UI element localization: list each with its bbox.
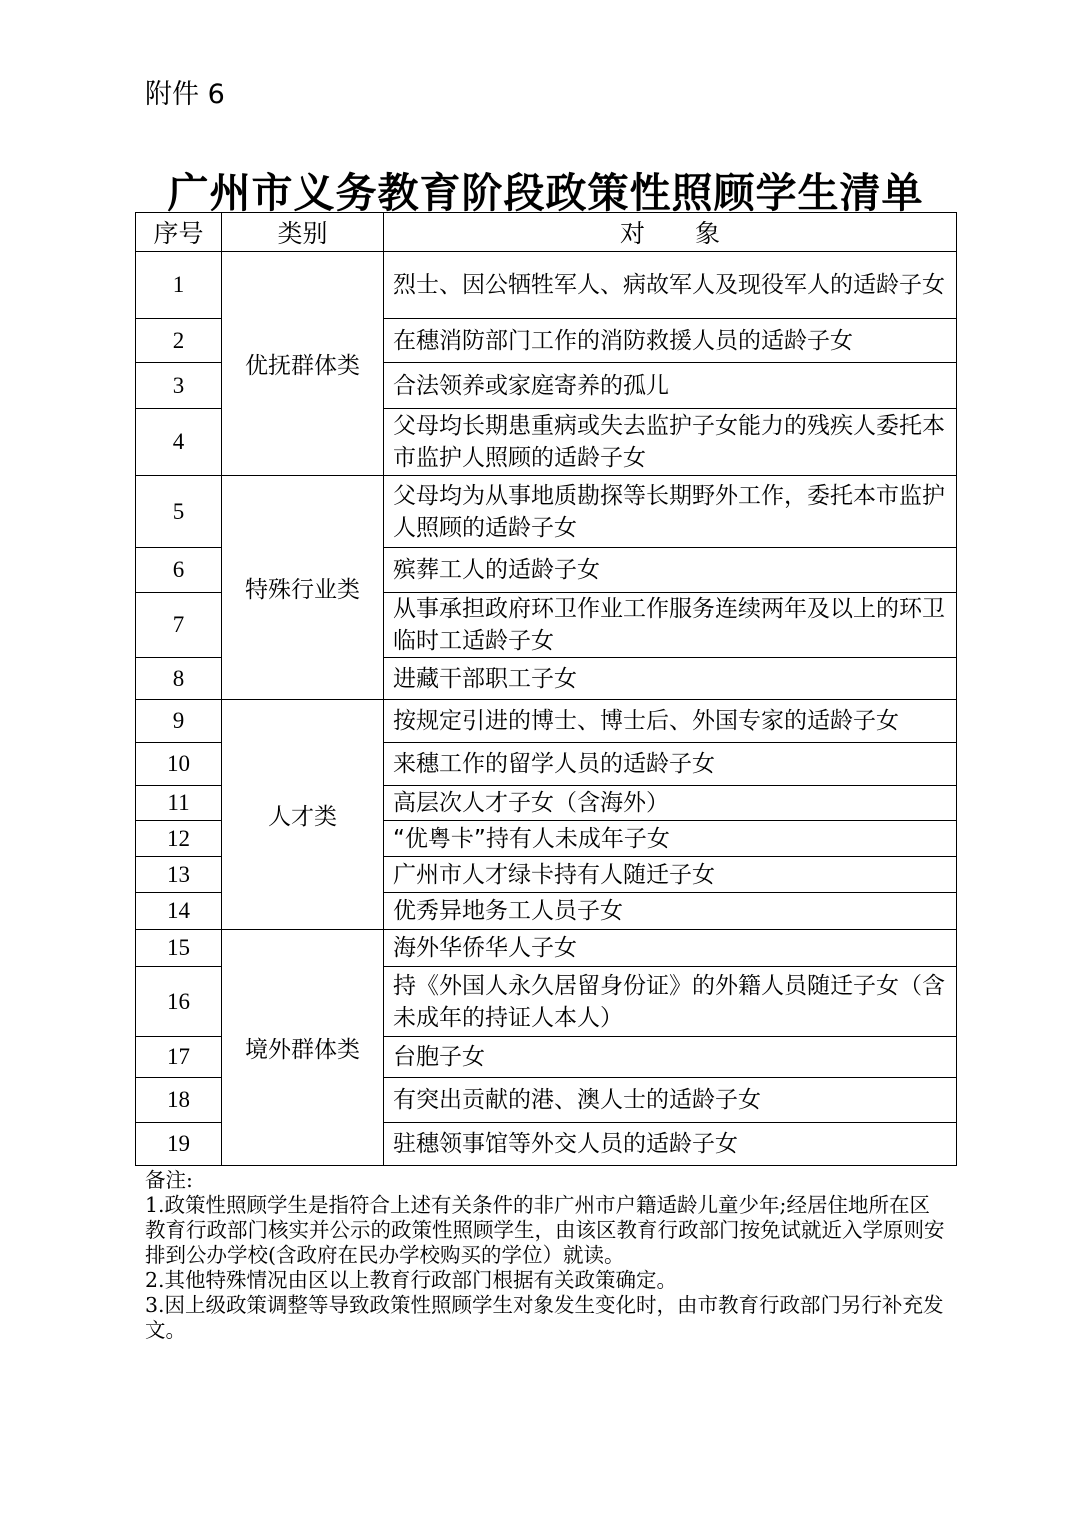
row-seq: 19 [136,1123,222,1166]
row-target: 持《外国人永久居留身份证》的外籍人员随迁子女（含未成年的持证人本人） [384,967,957,1037]
row-seq: 4 [136,409,222,476]
row-target: 优秀异地务工人员子女 [384,893,957,930]
row-seq: 3 [136,363,222,409]
note-item: 2.其他特殊情况由区以上教育行政部门根据有关政策确定。 [145,1268,678,1292]
row-seq: 10 [136,743,222,786]
category-cell: 境外群体类 [222,930,384,1166]
row-seq: 5 [136,476,222,548]
category-cell: 优抚群体类 [222,252,384,476]
row-target: 广州市人才绿卡持有人随迁子女 [384,857,957,893]
row-seq: 8 [136,658,222,700]
row-target: 高层次人才子女（含海外） [384,786,957,821]
category-cell: 人才类 [222,700,384,930]
row-seq: 12 [136,821,222,857]
row-target: 殡葬工人的适龄子女 [384,548,957,593]
row-target: 台胞子女 [384,1037,957,1078]
row-target: 进藏干部职工子女 [384,658,957,700]
row-seq: 11 [136,786,222,821]
row-seq: 16 [136,967,222,1037]
row-target: 从事承担政府环卫作业工作服务连续两年及以上的环卫临时工适龄子女 [384,593,957,658]
row-seq: 15 [136,930,222,967]
row-target: 合法领养或家庭寄养的孤儿 [384,363,957,409]
row-seq: 1 [136,252,222,319]
category-cell: 特殊行业类 [222,476,384,700]
row-target: 有突出贡献的港、澳人士的适龄子女 [384,1078,957,1123]
note-item: 1.政策性照顾学生是指符合上述有关条件的非广州市户籍适龄儿童少年;经居住地所在区教育行政部门核实并公示的政策性照顾学生，由该区教育行政部门按免试就近入学原则安排到公办学校(含政府在民办学校购买的学位）就读。 [145,1193,945,1267]
header-target: 对 象 [384,213,957,252]
row-seq: 6 [136,548,222,593]
row-seq: 17 [136,1037,222,1078]
notes-heading: 备注: [145,1168,193,1192]
row-seq: 9 [136,700,222,743]
policy-students-table [135,212,957,1166]
row-target: 海外华侨华人子女 [384,930,957,967]
notes [145,1168,950,1343]
table-header-row [136,213,957,252]
row-target: “优粤卡”持有人未成年子女 [384,821,957,857]
row-target: 烈士、因公牺牲军人、病故军人及现役军人的适龄子女 [384,252,957,319]
table-row [136,476,957,548]
row-seq: 18 [136,1078,222,1123]
table-row [136,700,957,743]
row-target: 按规定引进的博士、博士后、外国专家的适龄子女 [384,700,957,743]
table-row [136,930,957,967]
row-target: 驻穗领事馆等外交人员的适龄子女 [384,1123,957,1166]
row-seq: 7 [136,593,222,658]
attachment-label: 附件 6 [145,79,225,110]
row-target: 父母均长期患重病或失去监护子女能力的残疾人委托本市监护人照顾的适龄子女 [384,409,957,476]
note-item: 3.因上级政策调整等导致政策性照顾学生对象发生变化时，由市教育行政部门另行补充发文。 [145,1293,944,1342]
row-seq: 14 [136,893,222,930]
row-seq: 13 [136,857,222,893]
row-target: 父母均为从事地质勘探等长期野外工作，委托本市监护人照顾的适龄子女 [384,476,957,548]
row-target: 在穗消防部门工作的消防救援人员的适龄子女 [384,319,957,363]
row-seq: 2 [136,319,222,363]
page-title: 广州市义务教育阶段政策性照顾学生清单 [167,169,924,217]
table-row [136,252,957,319]
header-seq: 序号 [136,213,222,252]
header-category: 类别 [222,213,384,252]
row-target: 来穗工作的留学人员的适龄子女 [384,743,957,786]
